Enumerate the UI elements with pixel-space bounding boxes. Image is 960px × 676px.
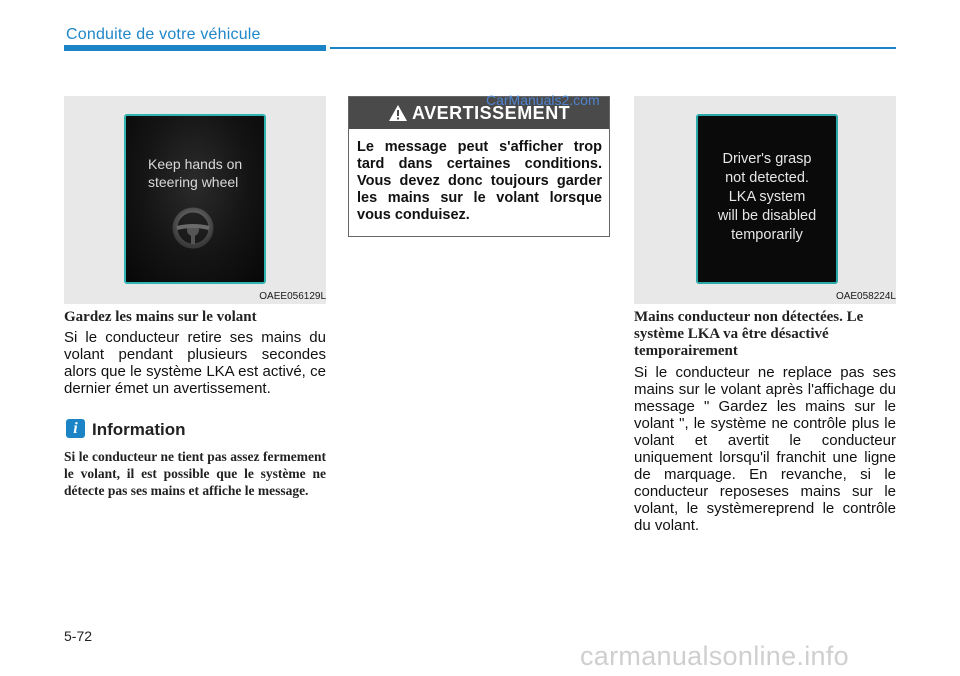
right-heading: Mains conducteur non détectées. Le système LKA va être désactivé temporairement <box>634 309 864 359</box>
right-paragraph: Si le conducteur ne replace pas ses mains sur le volant après l'affichage du message " Gardez les mains sur le volant ", le système ne contrôle plus le volant et avertit le conducteur uniquement lorsqu'il franchit une ligne de marquage. En revanche, si le conducteur reposeses mains sur le volant, le systèmereprend le contrôle du volant. <box>634 364 896 534</box>
screen-text-line1: Keep hands on <box>148 156 243 172</box>
image-code-left: OAEE056129L <box>259 291 326 302</box>
left-heading: Gardez les mains sur le volant <box>64 309 257 325</box>
image-code-right: OAE058224L <box>835 291 896 302</box>
site-watermark: CarManuals2.com <box>486 92 600 108</box>
cluster-display-right <box>696 114 838 284</box>
info-icon: i <box>66 419 85 438</box>
footer-watermark: carmanualsonline.info <box>580 641 849 671</box>
page-number: 5-72 <box>64 628 93 644</box>
right-image-panel <box>634 96 896 304</box>
screen-message-block <box>698 150 836 245</box>
warning-title: AVERTISSEMENT <box>412 103 571 123</box>
warning-triangle-icon <box>388 104 408 122</box>
header-rule-thick <box>64 45 326 51</box>
screen-line: will be disabled <box>717 208 817 224</box>
screen-line: temporarily <box>731 227 803 243</box>
info-title: Information <box>92 420 186 439</box>
warning-text: Le message peut s'afficher trop tard dans certaines conditions. Vous devez donc toujours garder les mains sur le volant lorsque vous conduisez. <box>357 139 602 223</box>
header-rule-thin <box>330 47 896 49</box>
screen-line: LKA system <box>728 189 806 205</box>
section-title: Conduite de votre véhicule <box>66 26 261 43</box>
info-text: Si le conducteur ne tient pas assez fermement le volant, il est possible que le système ne détecte pas ses mains et affiche le message. <box>64 449 326 498</box>
left-paragraph: Si le conducteur retire ses mains du volant pendant plusieurs secondes alors que le système LKA est activé, ce dernier émet un avertissement. <box>64 329 326 397</box>
cluster-display-left <box>124 114 266 284</box>
screen-line: not detected. <box>725 170 809 186</box>
screen-line: Driver's grasp <box>722 151 812 167</box>
screen-text-line2: steering wheel <box>148 174 239 190</box>
left-image-panel <box>64 96 326 304</box>
steering-wheel-icon <box>171 206 215 250</box>
